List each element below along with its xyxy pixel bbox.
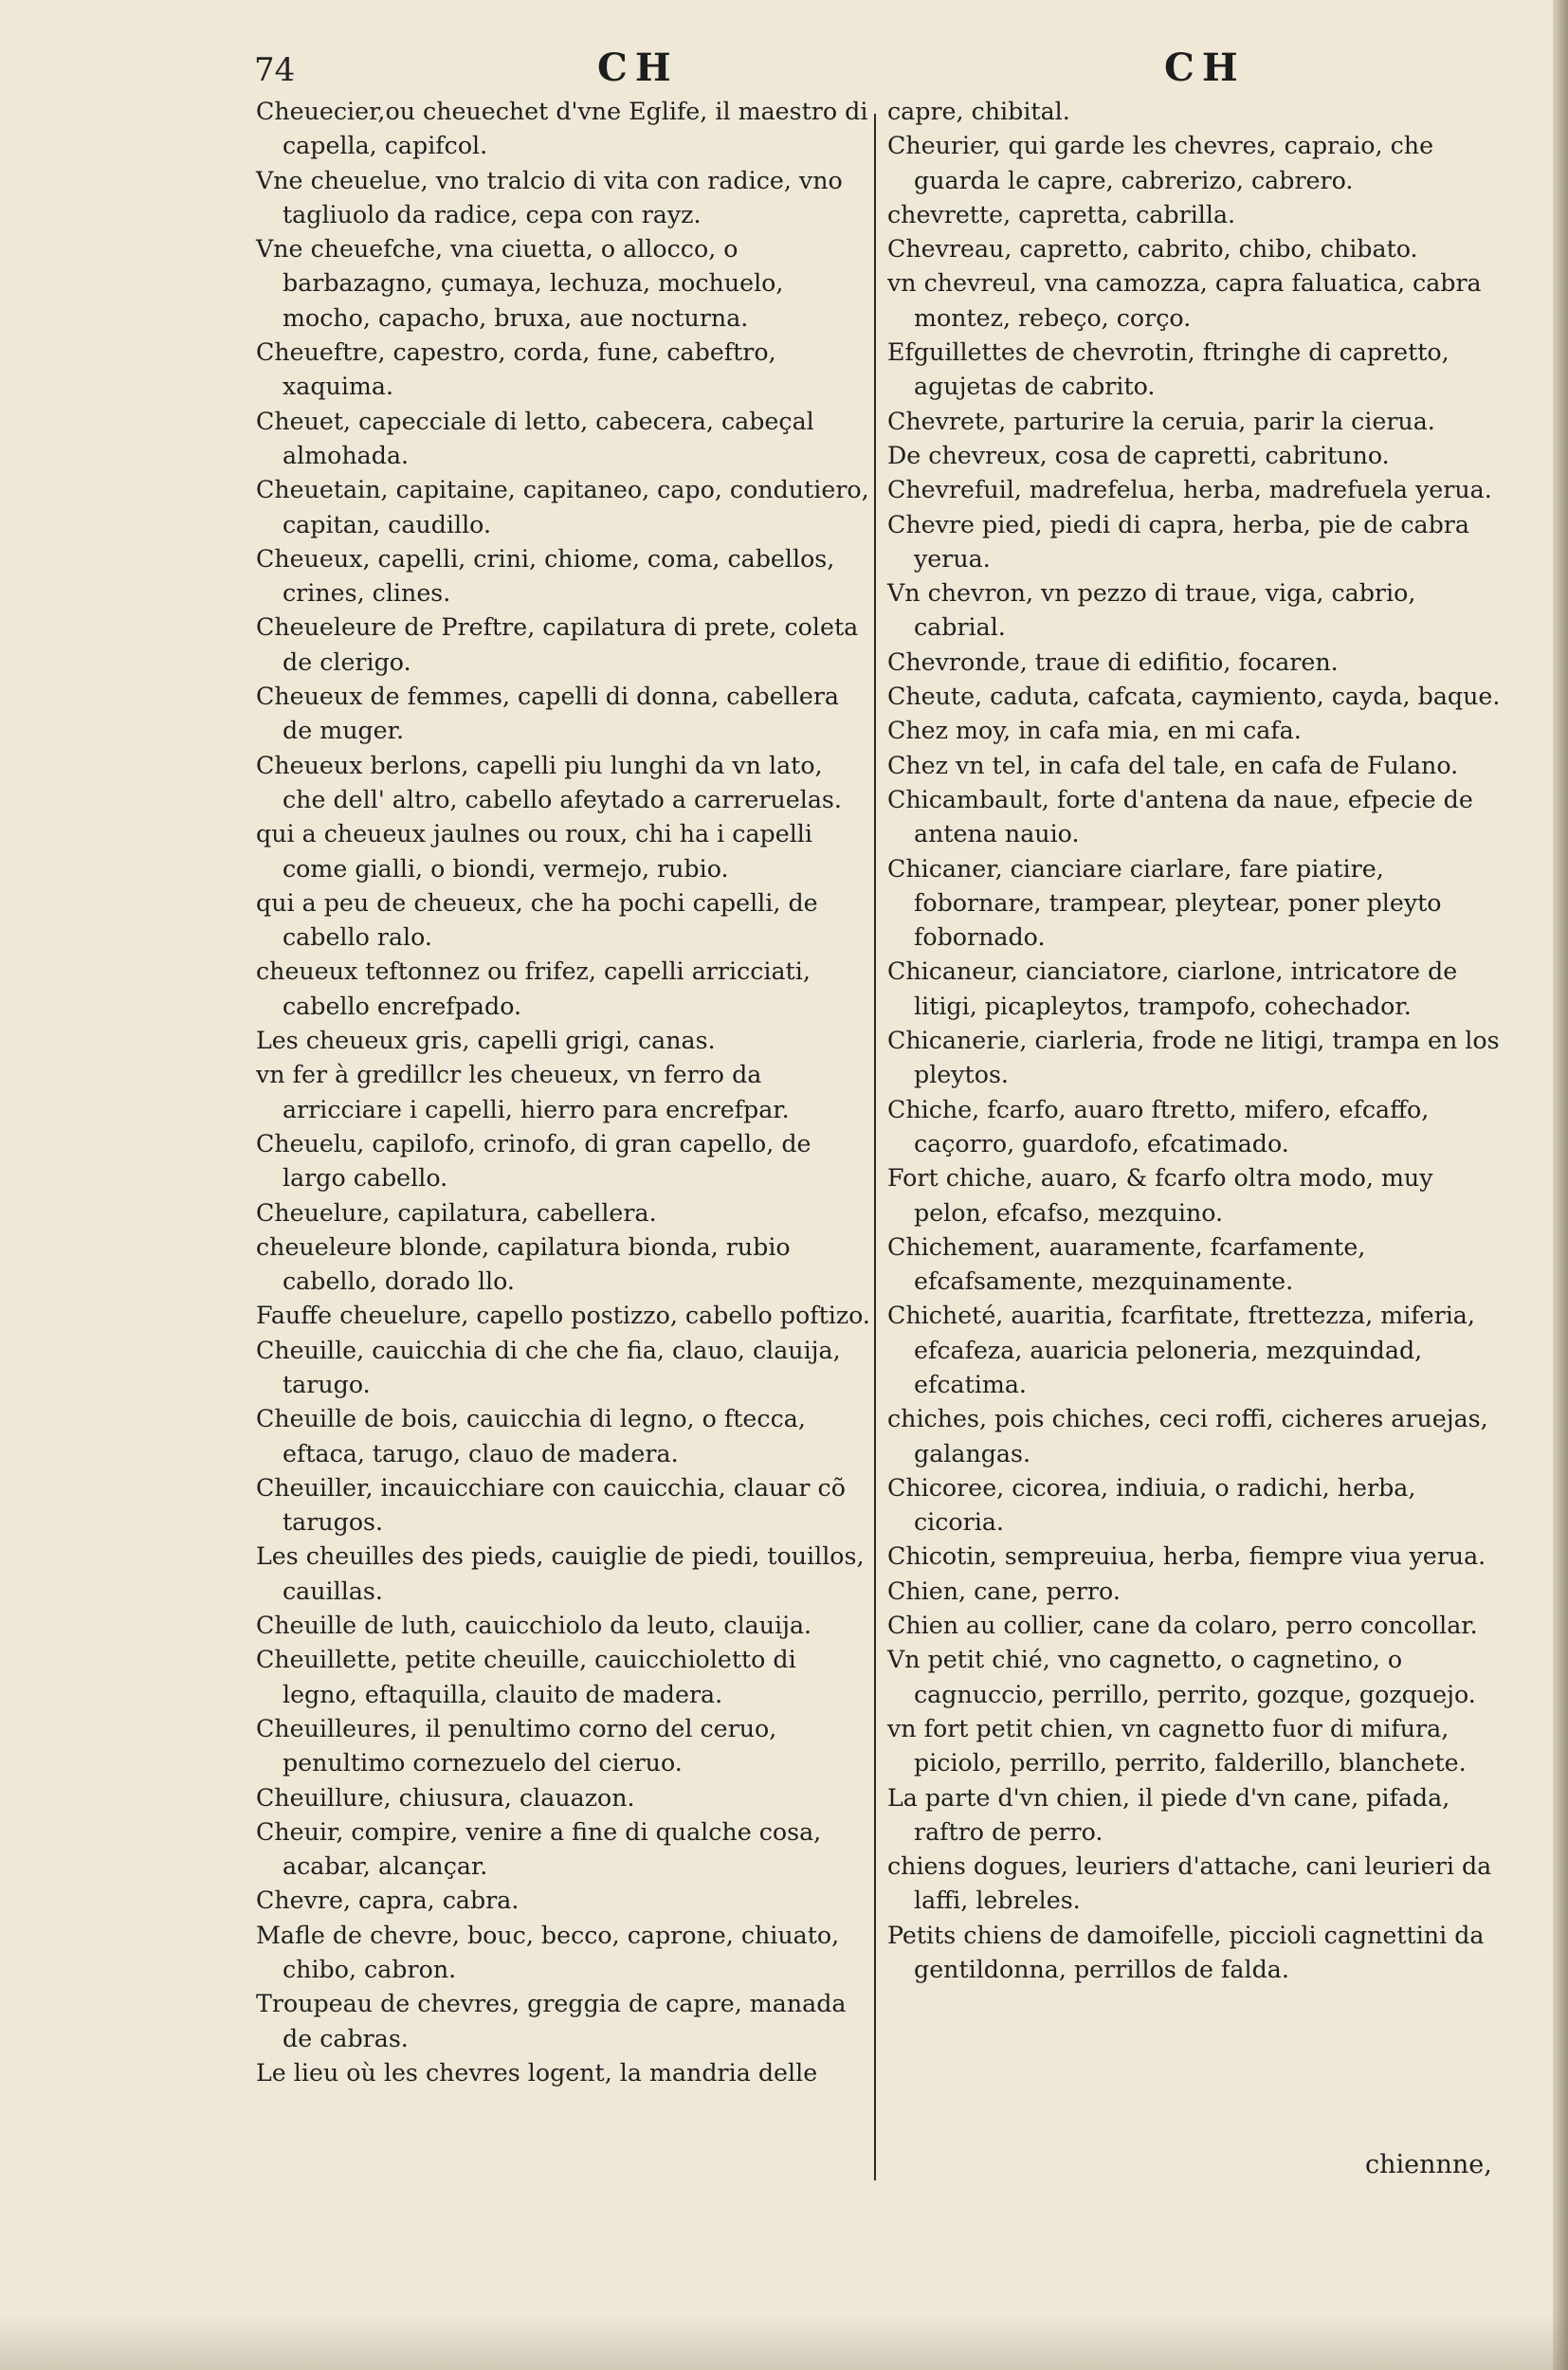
dictionary-entry: Chevrete, parturire la ceruia, parir la cierua. (887, 407, 1435, 435)
dictionary-entry: Cheuir, compire, venire a fine di qualche cosa, acabar, alcançar. (256, 1817, 822, 1881)
dictionary-entry: Chien au collier, cane da colaro, perro concollar. (887, 1612, 1478, 1640)
dictionary-entry: Cheuecier,ou cheuechet d'vne Eglife, il maestro di capella, capifcol. (256, 98, 868, 160)
dictionary-entry: Chicheté, auaritia, fcarfitate, ftrettezza, miferia, efcafeza, auaricia peloneria, mezquindad, efcatima. (887, 1302, 1475, 1398)
dictionary-entry: Vne cheuelue, vno tralcio di vita con radice, vno tagliuolo da radice, cepa con rayz. (256, 166, 843, 228)
dictionary-entry: Cheuille de luth, cauicchiolo da leuto, clauija. (256, 1612, 812, 1640)
dictionary-entry: Cheuiller, incauicchiare con cauicchia, clauar cõ tarugos. (256, 1473, 846, 1537)
dictionary-entry: Cheuelure, capilatura, cabellera. (256, 1198, 657, 1227)
dictionary-entry: Chicaner, cianciare ciarlare, fare piatire, fobornare, trampear, pleytear, poner pleyto fobornado. (887, 854, 1442, 952)
dictionary-entry: La parte d'vn chien, il piede d'vn cane, pifada, raftro de perro. (887, 1783, 1450, 1846)
dictionary-entry: Cheuille, cauicchia di che che fia, clauo, clauija, tarugo. (256, 1336, 841, 1398)
dictionary-entry: Chevre pied, piedi di capra, herba, pie de cabra yerua. (887, 510, 1469, 573)
dictionary-entry: Cheuillette, petite cheuille, cauicchioletto di legno, eftaquilla, clauito de madera. (256, 1646, 796, 1708)
dictionary-entry: Cheuet, capecciale di letto, cabecera, cabeçal almohada. (256, 407, 814, 469)
dictionary-entry: qui a peu de cheueux, che ha pochi capelli, de cabello ralo. (256, 888, 818, 952)
dictionary-entry: Chez moy, in cafa mia, en mi cafa. (887, 717, 1302, 745)
dictionary-entry: Chicambault, forte d'antena da naue, efpecie de antena nauio. (887, 785, 1473, 848)
dictionary-entry: Chien, cane, perro. (887, 1577, 1121, 1605)
dictionary-entry: Chevrefuil, madrefelua, herba, madrefuela yerua. (887, 476, 1492, 504)
dictionary-entry: chiches, pois chiches, ceci roffi, cicheres aruejas, galangas. (887, 1405, 1488, 1468)
dictionary-entry: Vne cheuefche, vna ciuetta, o allocco, o barbazagno, çumaya, lechuza, mochuelo, mocho, capacho, bruxa, aue nocturna. (256, 235, 784, 332)
dictionary-entry: Chevre, capra, cabra. (256, 1887, 520, 1915)
dictionary-entry: Cheueux, capelli, crini, chiome, coma, cabellos, crines, clines. (256, 544, 835, 608)
dictionary-entry: Cheueftre, capestro, corda, fune, cabeftro, xaquima. (256, 338, 776, 401)
dictionary-entry: Chicaneur, cianciatore, ciarlone, intricatore de litigi, picapleytos, trampofo, cohechador. (887, 957, 1458, 1020)
dictionary-entry: Chez vn tel, in cafa del tale, en cafa de Fulano. (887, 751, 1459, 779)
dictionary-entry: Chicanerie, ciarleria, frode ne litigi, trampa en los pleytos. (887, 1027, 1500, 1089)
dictionary-entry: capre, chibital. (887, 98, 1070, 125)
dictionary-entry: Fort chiche, auaro, & fcarfo oltra modo, muy pelon, efcafso, mezquino. (887, 1164, 1433, 1227)
column-divider (874, 114, 876, 2180)
dictionary-entry: vn chevreul, vna camozza, capra faluatica, cabra montez, rebeço, corço. (887, 269, 1482, 332)
dictionary-entry: Chicotin, sempreuiua, herba, fiempre viua yerua. (887, 1542, 1486, 1571)
dictionary-entry: Vn petit chié, vno cagnetto, o cagnetino, o cagnuccio, perrillo, perrito, gozque, gozquejo. (887, 1646, 1476, 1708)
page-edge (1553, 0, 1568, 2370)
dictionary-entry: Cheuillure, chiusura, clauazon. (256, 1783, 635, 1812)
dictionary-entry: Cheuilleures, il penultimo corno del ceruo, penultimo cornezuelo del cieruo. (256, 1714, 777, 1778)
dictionary-entry: Les cheuilles des pieds, cauiglie de piedi, touillos, cauillas. (256, 1542, 865, 1605)
dictionary-entry: Cheueux de femmes, capelli di donna, cabellera de muger. (256, 683, 839, 745)
dictionary-entry: Chichement, auaramente, fcarfamente, efcafsamente, mezquinamente. (887, 1232, 1366, 1296)
dictionary-entry: qui a cheueux jaulnes ou roux, chi ha i capelli come gialli, o biondi, vermejo, rubio. (256, 820, 812, 883)
dictionary-entry: De chevreux, cosa de capretti, cabrituno. (887, 441, 1390, 469)
catchword: chiennne, (1365, 2150, 1492, 2179)
dictionary-entry: Chevreau, capretto, cabrito, chibo, chibato. (887, 235, 1418, 264)
dictionary-entry: Chevronde, traue di edifitio, focaren. (887, 647, 1339, 676)
dictionary-entry: Chiche, fcarfo, auaro ftretto, mifero, efcaffo, caçorro, guardofo, efcatimado. (887, 1095, 1430, 1158)
page-number: 74 (254, 51, 296, 89)
dictionary-entry: vn fer à gredillcr les cheueux, vn ferro da arricciare i capelli, hierro para encrefpar. (256, 1061, 790, 1123)
dictionary-entry: Mafle de chevre, bouc, becco, caprone, chiuato, chibo, cabron. (256, 1921, 840, 1984)
running-head-left: CH (597, 46, 679, 90)
left-column (256, 95, 872, 2090)
dictionary-entry: Cheueux berlons, capelli piu lunghi da vn lato, che dell' altro, cabello afeytado a carreruelas. (256, 751, 842, 813)
dictionary-entry: Efguillettes de chevrotin, ftringhe di capretto, agujetas de cabrito. (887, 338, 1449, 401)
dictionary-entry: cheueleure blonde, capilatura bionda, rubio cabello, dorado llo. (256, 1232, 791, 1296)
page-shadow (0, 2313, 1568, 2370)
dictionary-entry: vn fort petit chien, vn cagnetto fuor di mifura, piciolo, perrillo, perrito, falderillo, blanchete. (887, 1714, 1467, 1778)
dictionary-entry: Chicoree, cicorea, indiuia, o radichi, herba, cicoria. (887, 1473, 1416, 1537)
dictionary-entry: Cheurier, qui garde les chevres, capraio, che guarda le capre, cabrerizo, cabrero. (887, 132, 1434, 194)
running-head-right: CH (1164, 46, 1246, 90)
dictionary-entry: Troupeau de chevres, greggia de capre, manada de cabras. (256, 1990, 847, 2052)
dictionary-entry: Cheueleure de Preftre, capilatura di prete, coleta de clerigo. (256, 613, 859, 676)
dictionary-entry: cheueux teftonnez ou frifez, capelli arricciati, cabello encrefpado. (256, 957, 811, 1020)
dictionary-entry: Cheuille de bois, cauicchia di legno, o ftecca, eftaca, tarugo, clauo de madera. (256, 1405, 806, 1468)
dictionary-entry: chiens dogues, leuriers d'attache, cani leurieri da laffi, lebreles. (887, 1852, 1492, 1915)
dictionary-entry: chevrette, capretta, cabrilla. (887, 200, 1236, 228)
dictionary-entry: Cheuelu, capilofo, crinofo, di gran capello, de largo cabello. (256, 1129, 811, 1193)
dictionary-entry: Cheute, caduta, cafcata, caymiento, cayda, baque. (887, 683, 1501, 711)
dictionary-entry: Cheuetain, capitaine, capitaneo, capo, condutiero, capitan, caudillo. (256, 476, 869, 538)
dictionary-entry: Fauffe cheuelure, capello postizzo, cabello poftizo. (256, 1302, 870, 1330)
dictionary-entry: Le lieu où les chevres logent, la mandria delle (256, 2058, 818, 2087)
right-column (887, 95, 1504, 1987)
dictionary-entry: Petits chiens de damoifelle, piccioli cagnettini da gentildonna, perrillos de falda. (887, 1921, 1485, 1984)
dictionary-entry: Les cheueux gris, capelli grigi, canas. (256, 1027, 716, 1055)
dictionary-entry: Vn chevron, vn pezzo di traue, viga, cabrio, cabrial. (887, 579, 1416, 642)
